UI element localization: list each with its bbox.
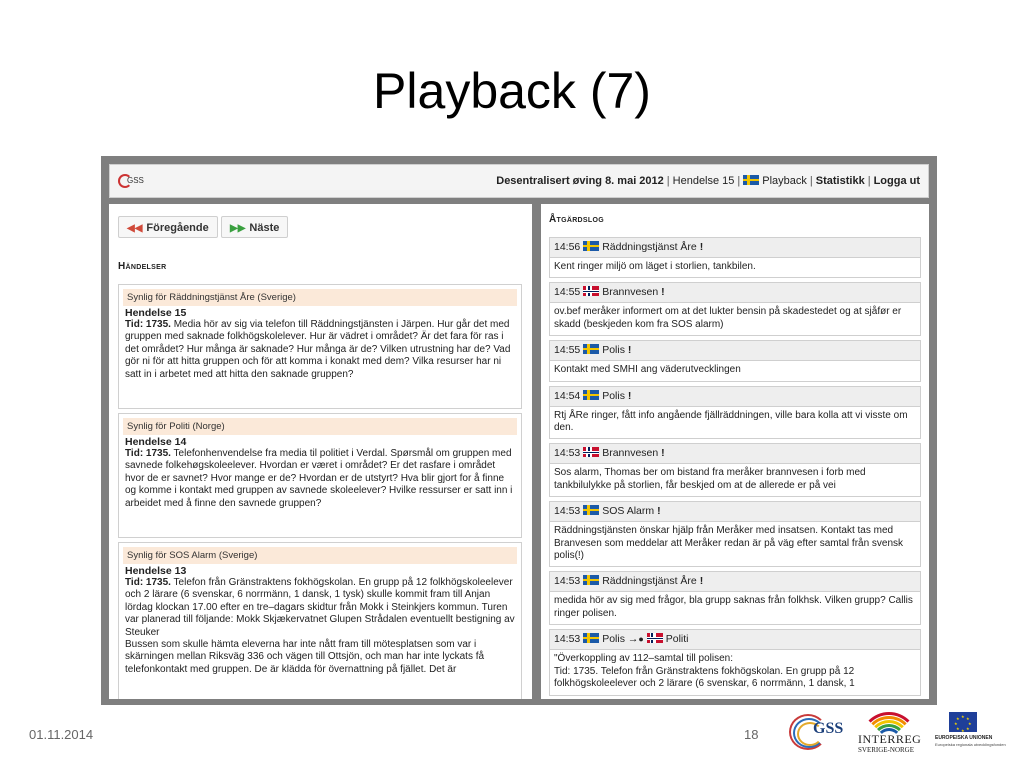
slide-title: Playback (7) — [373, 63, 651, 119]
flag-se-icon — [583, 505, 599, 515]
log-entry[interactable]: 14:53 Polis →● Politi "Överkoppling av 112–samtal till polisen: Tid: 1735. Telefon från Gränstraktens fokhögskolan. En grupp på 12 folkhögskoleelever och 2 lärare (6 svenskar, 6 norrmänn, 1 dansk, 1 — [549, 629, 921, 695]
log-entry[interactable]: 14:56 Räddningstjänst Åre ! Kent ringer miljö om läget i storlien, tankbilen. — [549, 237, 921, 278]
flag-se-icon — [583, 575, 599, 585]
logout-link[interactable]: Logga ut — [873, 175, 920, 187]
event-text-continued: Bussen som skulle hämta eleverna har inte nått fram till mötesplatsen som var i skärningen mellan Riksväg 336 och vägen till Ottsjön, och man har inte lyckats få telefonkontakt med gruppen. De är klädda för övernattning på fjället. Det är — [125, 639, 485, 675]
event-title: Hendelse 13 — [125, 565, 187, 577]
events-heading: Händelser — [118, 261, 167, 272]
alert-icon: ! — [627, 389, 632, 402]
interreg-logo: INTERREG SVERIGE-NORGE — [852, 710, 927, 756]
log-entry[interactable]: 14:53 SOS Alarm ! Räddningstjänsten önskar hjälp från Meråker med insatsen. Kontakt tas med Branvesen som meddelar att Meråker redan är på väg efter samtal från svensk polis(!) — [549, 501, 921, 567]
visibility-label: Synlig för Politi (Norge) — [123, 418, 517, 435]
event-link[interactable]: Hendelse 15 — [672, 175, 735, 187]
flag-se-icon — [583, 390, 599, 400]
slide-date: 01.11.2014 — [29, 727, 94, 742]
action-log-heading: Åtgärdslog — [549, 214, 604, 225]
playback-link[interactable]: Playback — [762, 175, 807, 187]
flag-se-icon — [583, 344, 599, 354]
alert-icon: ! — [699, 241, 704, 253]
events-pane[interactable] — [109, 204, 532, 699]
alert-icon: ! — [699, 575, 704, 588]
event-text: Tid: 1735. Media hör av sig via telefon till Räddningstjänsten i Järpen. Hur går det med gruppen med saknade folkhögskolelever. Hur är vädret i området? Är det fara för ras i det området? Hur många är saknade? Hur många är de? Vilken utrustning har de? Vad gör ni för att hitta gruppen och för att komma i konakt med dem? Vilka resurser har ni satt in i arbetet med att hitta den saknade gruppen? — [125, 319, 511, 380]
flag-no-icon — [583, 286, 599, 296]
flag-no-icon — [583, 447, 599, 457]
event-card[interactable] — [118, 284, 522, 409]
action-log-pane[interactable] — [541, 204, 929, 699]
next-button[interactable]: ▶▶ Näste — [221, 216, 288, 238]
eu-flag-icon: ★ ★ ★ ★ ★ ★ ★ ★ — [949, 712, 977, 732]
flag-no-icon — [647, 633, 663, 643]
flag-se-icon — [583, 241, 599, 251]
log-entry[interactable]: 14:55 Brannvesen ! ov.bef meråker informert om at det lukter bensin på skadestedet og at sjåfør er skadd (beskjeden kom fra SOS alarm) — [549, 282, 921, 336]
slide-page-number: 18 — [744, 727, 759, 742]
top-nav: Desentralisert øving 8. mai 2012 | Hendelse 15 | Playback | Statistikk | Logga ut — [496, 175, 920, 187]
gss-logo: GSS — [786, 708, 848, 758]
flag-se-icon — [743, 175, 759, 185]
visibility-label: Synlig för SOS Alarm (Sverige) — [123, 547, 517, 564]
event-text: Tid: 1735. Telefonhenvendelse fra media til politiet i Verdal. Spørsmål om gruppen med savnede folkehøgskoleelever. Hvordan er været i området? Er det rasfare i området hvor de er savnet? Hvor mange er de? Hvordan er de utstyrt? Hva blir gjort for å finne og komme i kontakt med gruppen av savnede skoleelever? Hvilke ressurser er satt inn i arbeidet med å finne den savnede gruppen? — [125, 448, 513, 509]
top-bar — [109, 164, 929, 198]
log-entry[interactable]: 14:53 Brannvesen ! Sos alarm, Thomas ber om bistand fra meråker brannvesen i forb med tankbilulykke på storlien, får beskjed om at de allerede er på vei — [549, 443, 921, 497]
flag-se-icon — [583, 633, 599, 643]
event-card[interactable] — [118, 542, 522, 699]
event-title: Hendelse 15 — [125, 307, 187, 319]
alert-icon: ! — [627, 344, 632, 357]
gss-logo[interactable]: GSS — [118, 174, 144, 190]
event-text: Tid: 1735. Telefon från Gränstraktens fokhögskolan. En grupp på 12 folkhögskoleelever och 2 lärare (6 svenskar, 6 norrmänn, 1 dansk, 1 tysk) skulle kommit fram till Anjan lördag klockan 17.00 efter en tre–dagars skidtur från Mokk i Steinkjers kommun. Turen var planerad till följande: Mokk Skjækervatnet Glupen Strådalen eventuellt bestigning av Steuker — [125, 577, 515, 638]
log-entry[interactable]: 14:55 Polis ! Kontakt med SMHI ang väderutvecklingen — [549, 340, 921, 381]
event-title: Hendelse 14 — [125, 436, 187, 448]
previous-button[interactable]: ◀◀ Föregående — [118, 216, 218, 238]
log-entry[interactable]: 14:54 Polis ! Rtj ÅRe ringer, fått info angående fjällräddningen, ville bara kolla att vi visste om den. — [549, 386, 921, 440]
log-list — [549, 237, 921, 699]
statistics-link[interactable]: Statistikk — [815, 175, 865, 187]
event-card[interactable] — [118, 413, 522, 538]
eu-logo: ★ ★ ★ ★ ★ ★ ★ ★ EUROPEISKA UNIONEN Europeiska regionala utvecklingsfonden — [935, 714, 1006, 747]
rewind-icon: ◀◀ — [127, 223, 143, 234]
alert-icon: ! — [657, 505, 661, 518]
alert-icon: ! — [661, 286, 665, 299]
person-icon: ● — [638, 634, 644, 645]
alert-icon: ! — [661, 447, 665, 460]
log-entry[interactable]: 14:53 Räddningstjänst Åre ! medida hör av sig med frågor, bla grupp saknas från folkhsk. Vilken grupp? Callis ringer polisen. — [549, 571, 921, 625]
app-window — [101, 156, 937, 705]
fast-forward-icon: ▶▶ — [230, 223, 246, 234]
visibility-label: Synlig för Räddningstjänst Åre (Sverige) — [123, 289, 517, 306]
session-link[interactable]: Desentralisert øving 8. mai 2012 — [496, 175, 664, 187]
forward-arrow-icon: → — [627, 633, 639, 646]
